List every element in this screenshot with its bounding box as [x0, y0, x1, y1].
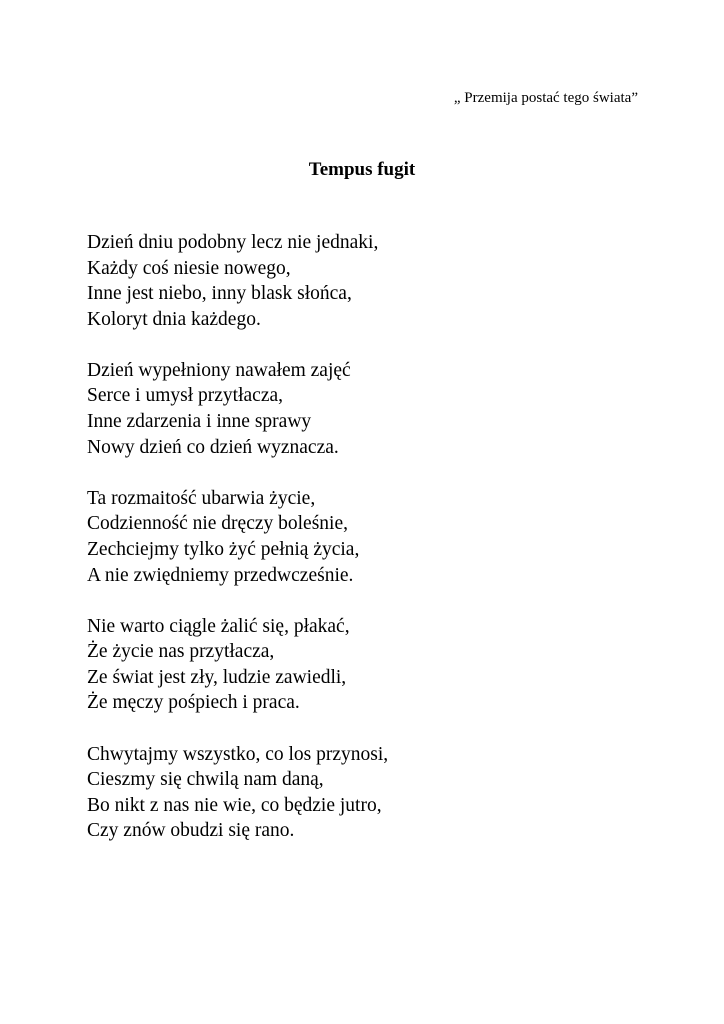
poem-line: Dzień wypełniony nawałem zajęć — [87, 359, 351, 381]
stanza — [87, 742, 647, 844]
poem-line: Codzienność nie dręczy boleśnie, — [87, 513, 348, 535]
poem-line: Dzień dniu podobny lecz nie jednaki, — [87, 232, 379, 253]
stanza — [87, 358, 647, 460]
poem-body — [87, 230, 647, 869]
poem-line: Serce i umysł przytłacza, — [87, 385, 283, 407]
poem-line: Inne jest niebo, inny blask słońca, — [87, 283, 352, 305]
poem-line: Każdy coś niesie nowego, — [87, 257, 291, 279]
poem-line: Inne zdarzenia i inne sprawy — [87, 411, 312, 433]
poem-line: Koloryt dnia każdego. — [87, 308, 261, 330]
poem-line: Cieszmy się chwilą nam daną, — [87, 769, 324, 791]
poem-line: Że życie nas przytłacza, — [87, 641, 275, 663]
poem-line: Że męczy pośpiech i praca. — [87, 692, 300, 714]
stanza — [87, 486, 647, 588]
poem-line: A nie zwiędniemy przedwcześnie. — [87, 564, 354, 586]
poem-line: Nie warto ciągle żalić się, płakać, — [87, 615, 350, 637]
epigraph: „ Przemija postać tego świata” — [453, 90, 638, 106]
poem-line: Ta rozmaitość ubarwia życie, — [87, 487, 316, 509]
poem-line: Bo nikt z nas nie wie, co będzie jutro, — [87, 794, 382, 816]
stanza — [87, 230, 647, 332]
poem-title: Tempus fugit — [308, 159, 416, 180]
poem-line: Zechciejmy tylko żyć pełnią życia, — [87, 538, 360, 560]
poem-line: Czy znów obudzi się rano. — [87, 820, 295, 842]
stanza — [87, 614, 647, 716]
poem-line: Nowy dzień co dzień wyznacza. — [87, 436, 339, 458]
poem-line: Chwytajmy wszystko, co los przynosi, — [87, 743, 389, 765]
poem-line: Ze świat jest zły, ludzie zawiedli, — [87, 666, 347, 688]
